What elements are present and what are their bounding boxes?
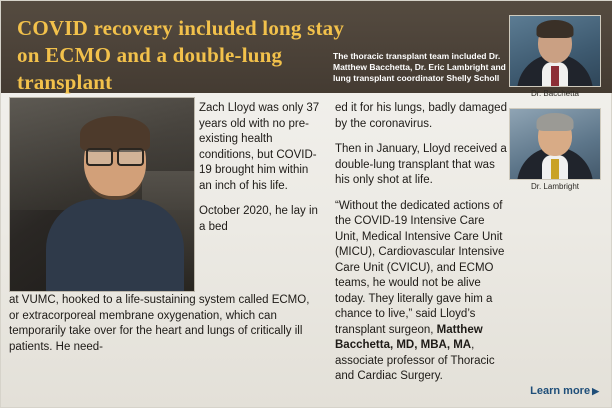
portrait-lambright-image: [509, 108, 601, 180]
photo-subject-shirt: [46, 199, 184, 291]
portrait-lambright: [509, 108, 601, 195]
paragraph: October 2020, he lay in a bed: [199, 205, 318, 233]
quote-text: “Without the dedicated actions of the COVID-19 Intensive Care Unit, Medical Intensive Care Unit (MICU), Cardiovascular Intensive Care Unit (CVICU), and ECMO teams, he would not be alive today. They literally gave him a chance to live,” said Lloyd’s transplant surgeon,: [335, 199, 505, 336]
paragraph: Zach Lloyd was only 37 years old with no pre-existing health conditions, but COVID-19 brought him within an inch of his life.: [199, 102, 320, 192]
body-column-wide: [9, 293, 321, 355]
page-title: COVID recovery included long stay on ECMO and a double-lung transplant: [17, 16, 345, 94]
chevron-right-icon: ▶: [592, 386, 599, 396]
paragraph: at VUMC, hooked to a life-sustaining system called ECMO, or extracorporeal membrane oxygenation, which can temporarily take over for the heart and lungs of critically ill patients. He need-: [9, 294, 310, 353]
quote-text-tail: , associate professor of Thoracic and Cardiac Surgery.: [335, 339, 495, 382]
paragraph: Then in January, Lloyd received a double-lung transplant that was his only shot at life.: [335, 143, 507, 186]
body-column-left: [199, 101, 321, 245]
portrait-bacchetta: [509, 15, 601, 102]
body-column-right: [335, 101, 511, 385]
portrait-tie: [551, 66, 559, 87]
main-photo: [9, 97, 195, 292]
portrait-hair: [537, 20, 574, 38]
learn-more-link[interactable]: [530, 385, 599, 397]
team-photo-caption: The thoracic transplant team included Dr. Matthew Bacchetta, Dr. Eric Lambright and lung transplant coordinator Shelly Scholl: [333, 51, 506, 83]
portrait-caption: Dr. Bacchetta: [530, 89, 580, 98]
portrait-hair: [537, 113, 574, 131]
portrait-bacchetta-image: [509, 15, 601, 87]
photo-subject-hair: [80, 116, 150, 152]
portrait-tie: [551, 159, 559, 180]
portrait-column: [509, 15, 601, 198]
photo-subject-glasses: [86, 148, 144, 163]
paragraph: ed it for his lungs, badly damaged by the coronavirus.: [335, 102, 507, 130]
surgeon-name: Matthew Bacchetta, MD, MBA, MA: [335, 323, 483, 351]
paragraph-quote: [335, 199, 511, 385]
learn-more-label: Learn more: [530, 385, 591, 397]
portrait-caption: Dr. Lambright: [530, 182, 580, 191]
